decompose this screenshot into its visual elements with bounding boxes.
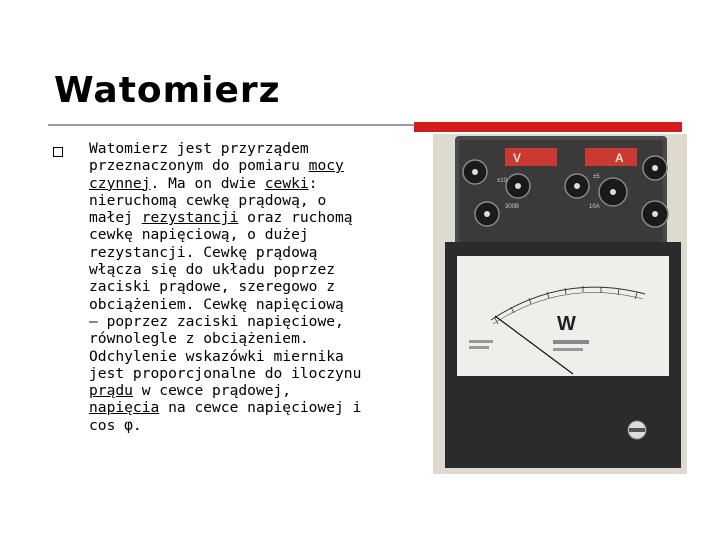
term-link[interactable]: prądu [89, 382, 133, 400]
term-link[interactable]: mocy [308, 157, 344, 175]
paragraph-line [89, 209, 419, 226]
paragraph-text: : [308, 174, 318, 192]
paragraph-line [89, 192, 419, 209]
paragraph-line [89, 296, 419, 313]
paragraph-text: w cewce prądowej, [132, 382, 292, 400]
term-link[interactable]: napięcia [89, 399, 160, 417]
term-link[interactable]: czynnej [89, 174, 151, 192]
term-link[interactable]: cewki [264, 174, 309, 192]
paragraph-text: . Ma on dwie [150, 174, 265, 192]
terminal-label: ±10 [497, 178, 507, 184]
paragraph-line [89, 365, 419, 382]
paragraph-line [89, 140, 419, 157]
paragraph-line [89, 330, 419, 347]
paragraph-line [89, 313, 419, 330]
paragraph-text: jest proporcjonalne do iloczynu [89, 364, 362, 382]
paragraph-text: równolegle z obciążeniem. [89, 330, 309, 348]
term-link[interactable]: rezystancji [141, 209, 239, 227]
wattmeter-photo [433, 134, 687, 474]
paragraph-text: cewkę napięciową, o dużej [89, 226, 309, 244]
paragraph-text: oraz ruchomą [238, 209, 353, 227]
slide-title: Watomierz [54, 70, 281, 111]
dial-unit: W [557, 313, 576, 335]
terminal-label: 300B [505, 204, 520, 210]
paragraph-text: małej [89, 209, 142, 227]
paragraph-text: Watomierz jest przyrządem [89, 140, 309, 157]
paragraph-text: włącza się do układu poprzez [89, 261, 336, 279]
paragraph-line [89, 417, 419, 434]
current-panel-label: A [615, 151, 624, 165]
paragraph-line [89, 278, 419, 295]
paragraph-line [89, 382, 419, 399]
paragraph-line [89, 261, 419, 278]
paragraph-text: obciążeniem. Cewkę napięciową [89, 295, 344, 313]
title-accent-bar [414, 122, 682, 132]
paragraph-line [89, 226, 419, 243]
bullet-marker [53, 147, 63, 157]
paragraph-text: cos φ. [89, 416, 142, 434]
paragraph-line [89, 157, 419, 174]
paragraph-text: na cewce napięciowej i [159, 399, 362, 417]
paragraph-text: Odchylenie wskazówki miernika [89, 347, 344, 365]
paragraph-line [89, 175, 419, 192]
paragraph-text: przeznaczonym do pomiaru [89, 157, 309, 175]
paragraph-text: nieruchomą cewkę prądową, o [89, 191, 327, 209]
paragraph-line [89, 348, 419, 365]
body-paragraph [89, 140, 419, 434]
terminal-label: ±5 [593, 174, 600, 180]
paragraph-text: – poprzez zaciski napięciowe, [89, 312, 344, 330]
terminal-label: 10A [589, 204, 600, 210]
title-rule [48, 124, 414, 126]
paragraph-line [89, 244, 419, 261]
paragraph-text: rezystancji. Cewkę prądową [89, 243, 318, 261]
current-panel-strip [585, 148, 637, 166]
paragraph-text: zaciski prądowe, szeregowo z [89, 278, 336, 296]
voltage-panel-label: V [513, 151, 522, 165]
paragraph-line [89, 399, 419, 416]
